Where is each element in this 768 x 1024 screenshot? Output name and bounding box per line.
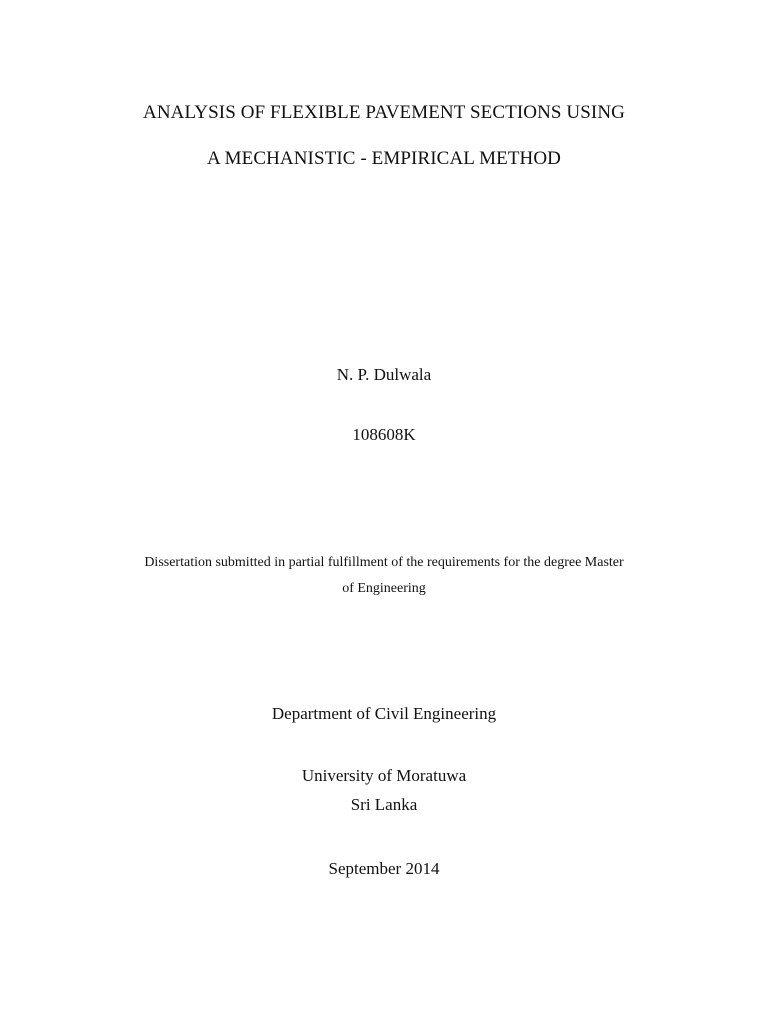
thesis-title-line-2: A MECHANISTIC - EMPIRICAL METHOD xyxy=(207,148,561,169)
university-name: University of Moratuwa xyxy=(301,766,467,785)
country-name: Sri Lanka xyxy=(350,795,418,814)
thesis-title-line-1: ANALYSIS OF FLEXIBLE PAVEMENT SECTIONS USING xyxy=(143,102,625,123)
submission-statement-line-2: of Engineering xyxy=(342,581,426,596)
author-name: N. P. Dulwala xyxy=(336,365,432,384)
submission-date: September 2014 xyxy=(328,859,440,878)
submission-statement-line-1: Dissertation submitted in partial fulfillment of the requirements for the degree Master xyxy=(144,555,624,570)
student-id: 108608K xyxy=(352,425,416,444)
department-name: Department of Civil Engineering xyxy=(271,704,497,723)
